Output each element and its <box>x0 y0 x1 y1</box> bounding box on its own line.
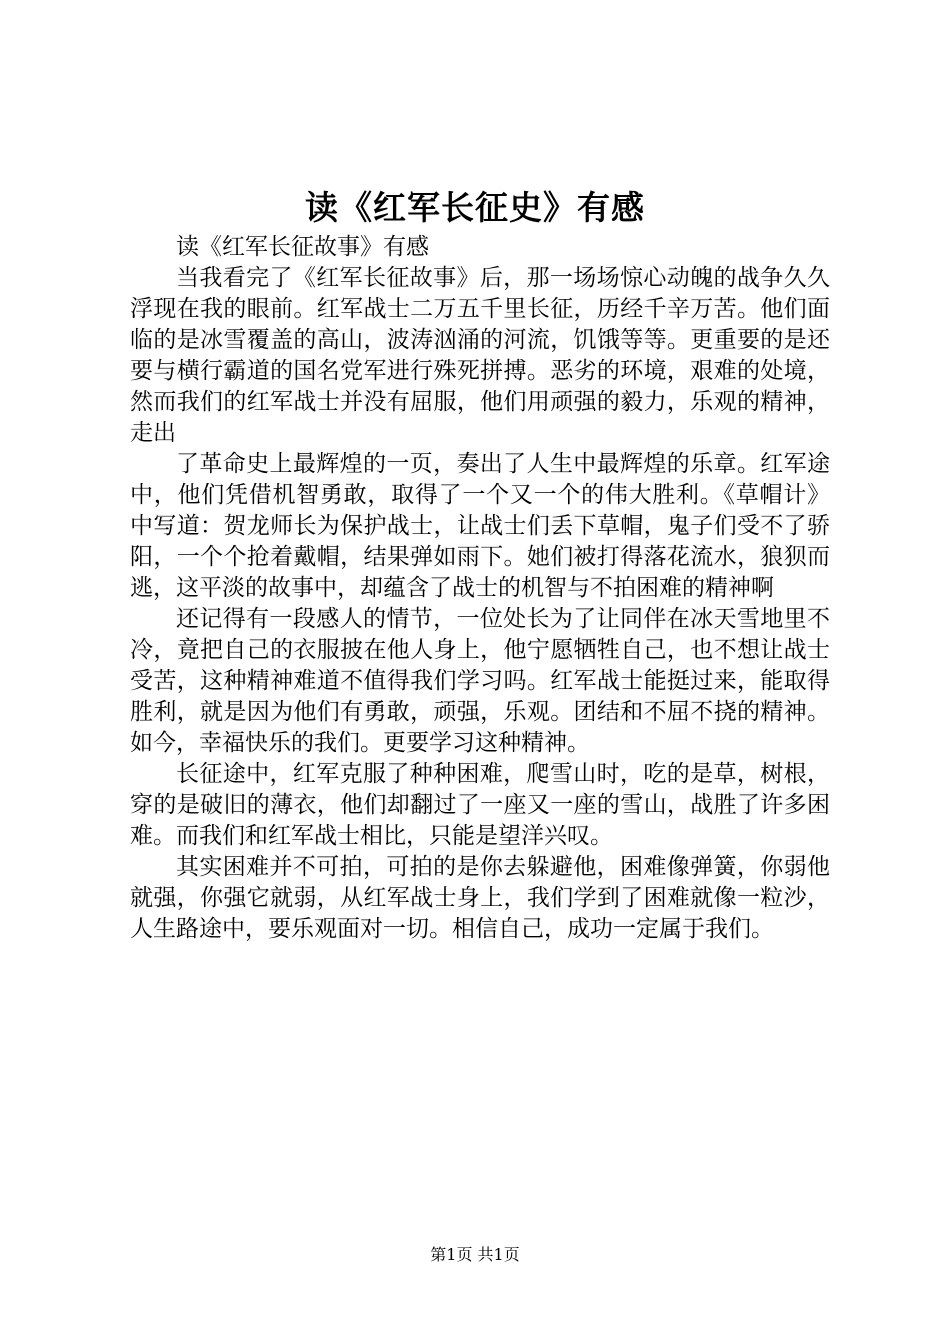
paragraph-4: 长征途中，红军克服了种种困难，爬雪山时，吃的是草，树根，穿的是破旧的薄衣，他们却翻过了一座又一座的雪山，战胜了许多困难。而我们和红军战士相比，只能是望洋兴叹。 <box>130 761 830 849</box>
paragraph-2: 了革命史上最辉煌的一页，奏出了人生中最辉煌的乐章。红军途中，他们凭借机智勇敢，取得了一个又一个的伟大胜利。《草帽计》中写道：贺龙师长为保护战士，让战士们丢下草帽，鬼子们受不了骄阳，一个个抢着戴帽，结果弹如雨下。她们被打得落花流水，狼狈而逃，这平淡的故事中，却蕴含了战士的机智与不拍困难的精神啊 <box>130 451 830 601</box>
document-body <box>130 232 830 945</box>
paragraph-5: 其实困难并不可拍，可拍的是你去躲避他，困难像弹簧，你弱他就强，你强它就弱，从红军战士身上，我们学到了困难就像一粒沙，人生路途中，要乐观面对一切。相信自己，成功一定属于我们。 <box>130 854 830 942</box>
paragraph-3: 还记得有一段感人的情节，一位处长为了让同伴在冰天雪地里不冷，竟把自己的衣服披在他人身上，他宁愿牺牲自己，也不想让战士受苦，这种精神难道不值得我们学习吗。红军战士能挺过来，能取得胜利，就是因为他们有勇敢，顽强，乐观。团结和不屈不挠的精神。如今，幸福快乐的我们。更要学习这种精神。 <box>130 606 830 756</box>
page-footer: 第1页 共1页 <box>430 1245 520 1264</box>
document-title: 读《红军长征史》有感 <box>305 188 645 227</box>
paragraph-subtitle: 读《红军长征故事》有感 <box>176 234 429 260</box>
paragraph-1: 当我看完了《红军长征故事》后，那一场场惊心动魄的战争久久浮现在我的眼前。红军战士二万五千里长征，历经千辛万苦。他们面临的是冰雪覆盖的高山，波涛汹涌的河流，饥饿等等。更重要的是还要与横行霸道的国名党军进行殊死拼搏。恶劣的环境，艰难的处境，然而我们的红军战士并没有屈服，他们用顽强的毅力，乐观的精神，走出 <box>130 265 830 446</box>
